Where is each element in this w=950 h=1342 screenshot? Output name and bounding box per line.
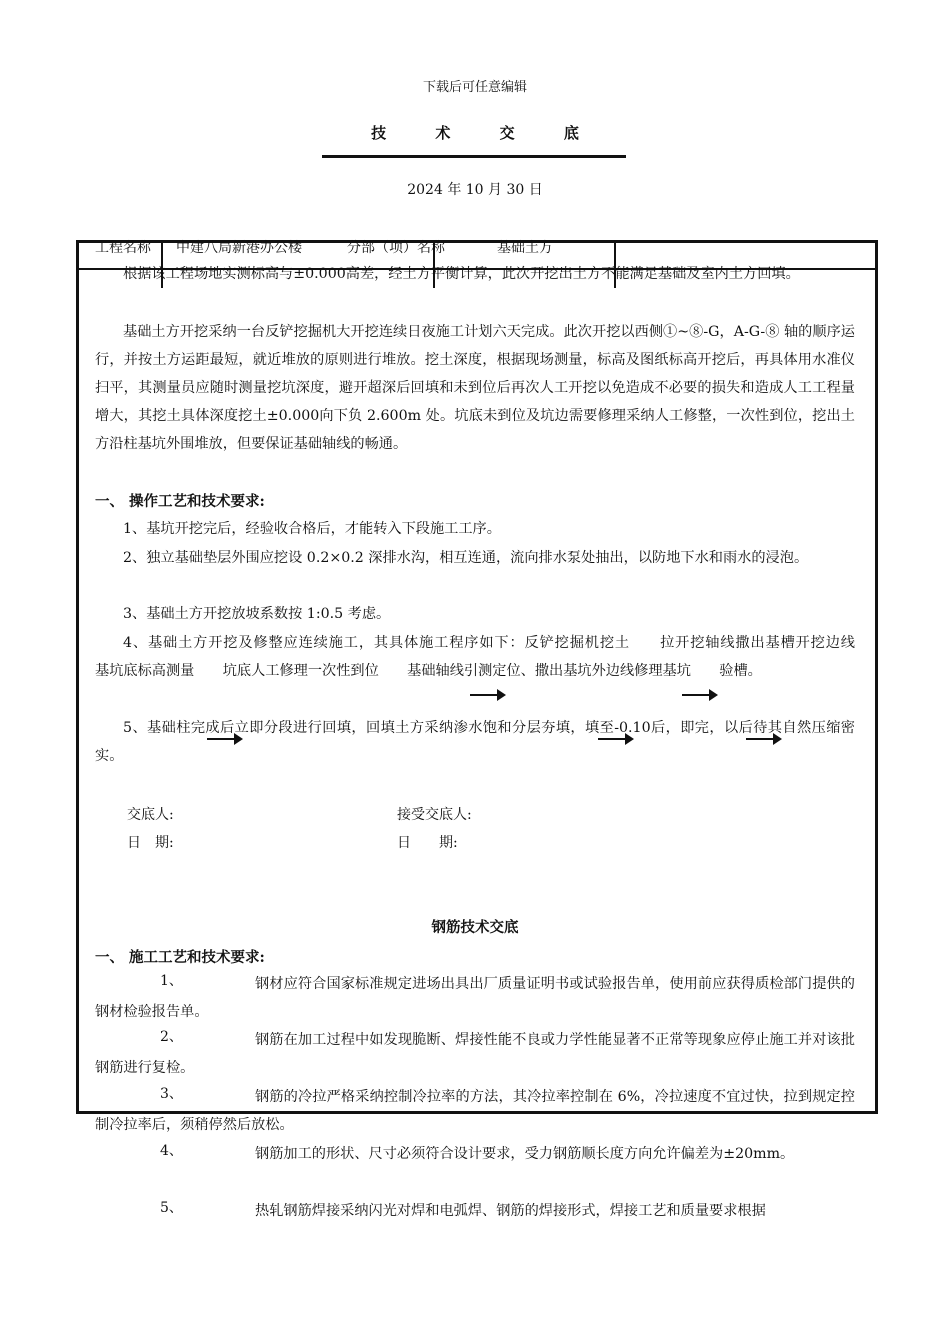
list-item: 4、基础土方开挖及修整应连续施工，其具体施工程序如下：反铲挖掘机挖土 拉开挖轴线撒出基槽开挖边线 基坑底标高测量 坑底人工修理一次性到位 基础轴线引测定位、撒出基坑外边线修理基坑 验槽。 <box>95 635 884 679</box>
arrow-icon <box>746 738 780 740</box>
date-label-left: 日 期: <box>127 835 174 851</box>
rebar-title: 钢筋技术交底 <box>431 919 519 936</box>
receiver-label: 接受交底人: <box>397 807 472 823</box>
download-note: 下载后可任意编辑 <box>422 80 527 95</box>
arrow-icon <box>470 694 504 696</box>
document-title: 技 术 交 底 <box>371 124 601 142</box>
item-number: 5、 <box>160 1200 183 1216</box>
list-item: 钢筋的冷拉严格采纳控制冷拉率的方法，其冷拉率控制在 6%，冷拉速度不宜过快，拉到规定控制冷拉率后，须稍停然后放松。 <box>95 1089 855 1133</box>
document-date: 2024 年 10 月 30 日 <box>407 182 543 198</box>
list-item: 5、基础柱完成后立即分段进行回填，回填土方采纳渗水饱和分层夯填，填至-0.10后，即完，以后待其自然压缩密实。 <box>95 720 855 764</box>
item-number: 4、 <box>160 1143 183 1159</box>
giver-label: 交底人: <box>127 807 174 823</box>
intro-paragraph: 基础土方开挖采纳一台反铲挖掘机大开挖连续日夜施工计划六天完成。此次开挖以西侧①~⑧-G，A-G-⑧ 轴的顺序运行，并按土方运距最短，就近堆放的原则进行堆放。挖土深度，根据现场测量，标高及图纸标高开挖后，再具体用水准仪扫平，其测量员应随时测量挖坑深度，避开超深后回填和未到位后再次人工开挖以免造成不必要的损失和造成人工工程量增大，其挖土具体深度挖土±0.000向下负 2.600m 处。坑底未到位及坑边需要修理采纳人工修整，一次性到位，挖出土方沿柱基坑外围堆放，但要保证基础轴线的畅通。 <box>95 324 855 452</box>
arrow-icon <box>598 738 632 740</box>
list-item: 3、基础土方开挖放坡系数按 1:0.5 考虑。 <box>123 606 391 622</box>
section-heading: 一、 施工工艺和技术要求: <box>95 949 265 966</box>
section-heading: 一、 操作工艺和技术要求: <box>95 493 265 510</box>
part-name-value: 基础土方 <box>497 240 553 256</box>
date-label-right: 日 期: <box>397 835 458 851</box>
arrow-icon <box>682 694 716 696</box>
project-name-label: 工程名称 <box>95 240 151 256</box>
list-item: 2、独立基础垫层外围应挖设 0.2×0.2 深排水沟，相互连通，流向排水泵处抽出，以防地下水和雨水的浸泡。 <box>123 550 809 566</box>
intro-paragraph: 根据该工程场地实测标高与±0.000高差，经土方平衡计算，此次开挖出土方不能满足基础及室内土方回填。 <box>123 266 800 282</box>
title-underline <box>322 155 626 158</box>
part-name-label: 分部（项）名称 <box>347 240 445 256</box>
list-item: 钢材应符合国家标准规定进场出具出厂质量证明书或试验报告单，使用前应获得质检部门提供的钢材检验报告单。 <box>95 976 855 1020</box>
list-item: 钢筋加工的形状、尺寸必须符合设计要求，受力钢筋顺长度方向允许偏差为±20mm。 <box>255 1146 795 1162</box>
item-number: 1、 <box>160 973 183 989</box>
project-name-value: 中建八局新港办公楼 <box>176 240 302 256</box>
list-item: 1、基坑开挖完后，经验收合格后，才能转入下段施工工序。 <box>123 521 501 537</box>
list-item: 钢筋在加工过程中如发现脆断、焊接性能不良或力学性能显著不正常等现象应停止施工并对该批钢筋进行复检。 <box>95 1032 855 1076</box>
list-item: 热轧钢筋焊接采纳闪光对焊和电弧焊、钢筋的焊接形式，焊接工艺和质量要求根据 <box>255 1203 766 1219</box>
item-number: 3、 <box>160 1086 183 1102</box>
item-number: 2、 <box>160 1029 183 1045</box>
arrow-icon <box>207 738 241 740</box>
